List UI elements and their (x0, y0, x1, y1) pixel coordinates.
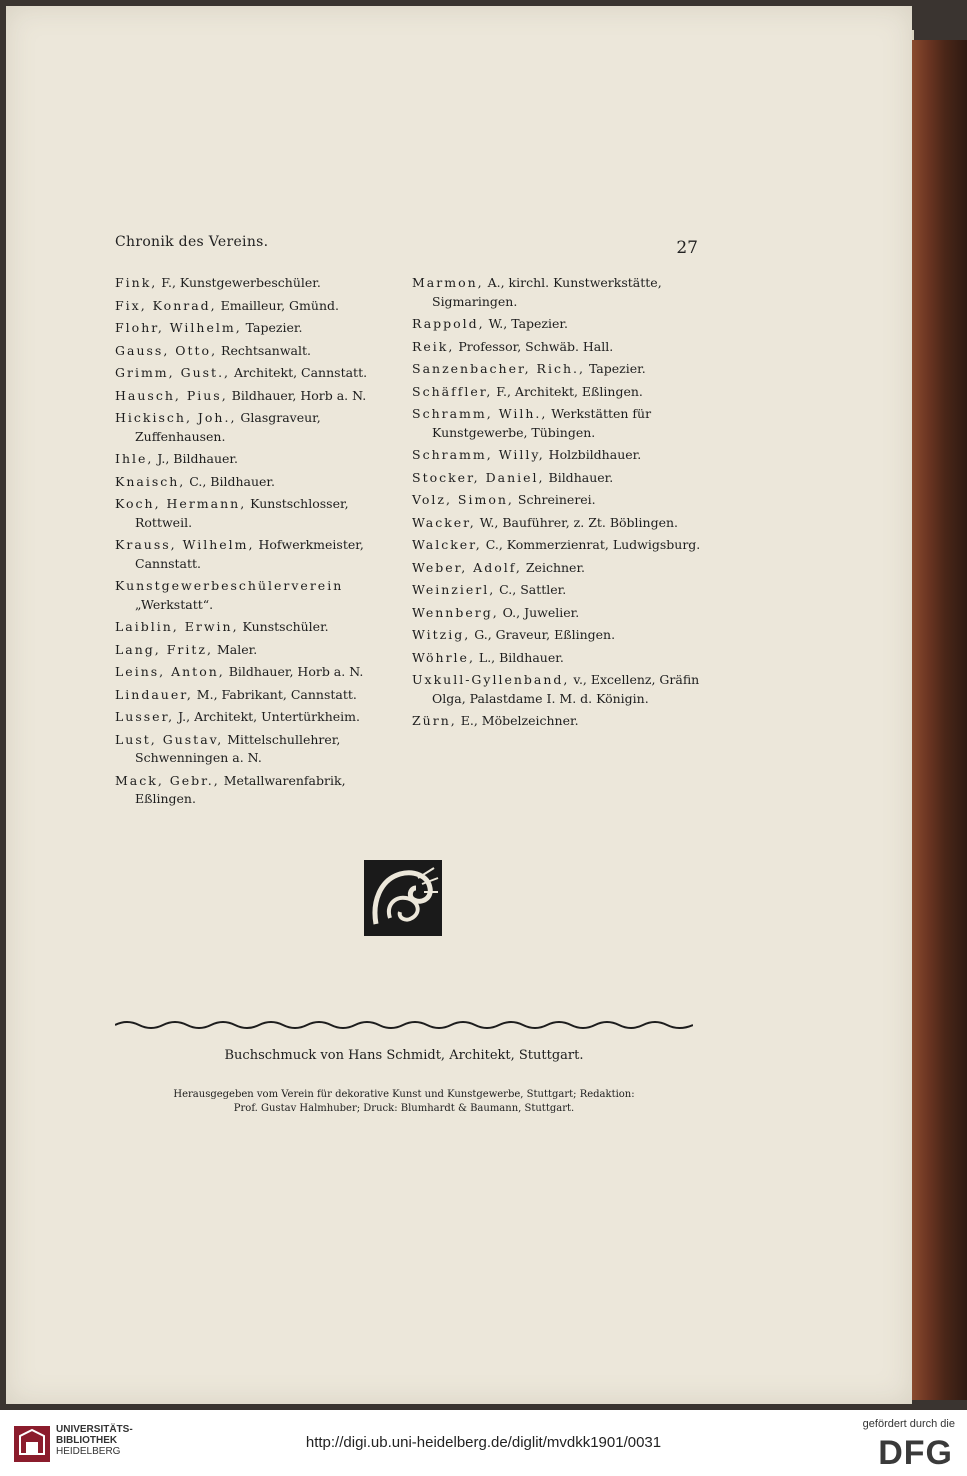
member-name: Wacker, (412, 514, 476, 530)
member-name: Wöhrle, (412, 649, 475, 665)
member-name: Weber, Adolf, (412, 559, 522, 575)
member-name: Zürn, (412, 713, 457, 728)
dfg-logo: DFG (878, 1434, 953, 1472)
member-entry (115, 618, 400, 637)
member-details: Mittelschullehrer, Schwenningen a. N. (135, 731, 341, 765)
member-entry (412, 274, 702, 311)
design-credit: Buchschmuck von Hans Schmidt, Architekt, Stuttgart. (224, 1048, 584, 1063)
imprint (115, 1088, 693, 1116)
book-spine (912, 40, 967, 1400)
member-entry (115, 641, 400, 660)
member-name: Rappold, (412, 316, 485, 331)
member-entry (115, 473, 400, 492)
member-details: „Werkstatt“. (135, 596, 214, 612)
member-entry (115, 708, 400, 727)
member-name: Laiblin, Erwin, (115, 619, 239, 634)
decorative-vignette-icon (362, 858, 444, 938)
member-name: Stocker, Daniel, (412, 469, 545, 485)
member-list-right (412, 274, 702, 735)
member-details: Emailleur, Gmünd. (216, 297, 339, 313)
member-details: J., Architekt, Untertürkheim. (174, 709, 360, 724)
member-entry (412, 315, 702, 334)
member-details: Metallwarenfabrik, Eßlingen. (135, 772, 346, 806)
member-entry (412, 604, 702, 623)
member-entry (115, 450, 400, 469)
member-entry (412, 446, 702, 465)
wavy-divider (115, 1017, 693, 1031)
member-details: Tapezier. (241, 320, 303, 335)
member-name: Leins, Anton, (115, 664, 225, 679)
member-entry (412, 712, 702, 731)
member-details: Bildhauer, Horb a. N. (224, 664, 364, 679)
member-entry (412, 360, 702, 379)
member-entry (115, 274, 400, 293)
running-title: Chronik des Vereins. (115, 234, 269, 250)
member-name: Fix, Konrad, (115, 297, 217, 313)
member-entry (115, 319, 400, 338)
member-name: Flohr, Wilhelm, (115, 320, 242, 335)
member-details: A., kirchl. Kunstwerkstätte, Sigmaringen. (432, 275, 662, 309)
member-entry (412, 649, 702, 668)
member-details: Bildhauer, Horb a. N. (227, 387, 367, 403)
member-entry (412, 671, 702, 708)
member-name: Schramm, Wilh., (412, 406, 548, 421)
source-url-link[interactable]: http://digi.ub.uni-heidelberg.de/diglit/mvdkk1901/0031 (305, 1434, 662, 1451)
library-name: UNIVERSITÄTS- BIBLIOTHEK HEIDELBERG (56, 1424, 133, 1457)
member-details: v., Excellenz, Gräfin Olga, Palastdame I. M. d. Königin. (432, 672, 700, 706)
member-details: Kunstschüler. (238, 619, 329, 634)
member-entry (412, 338, 702, 357)
member-name: Krauss, Wilhelm, (115, 537, 255, 552)
member-details: C., Bildhauer. (185, 473, 276, 489)
viewer-footer (0, 1410, 967, 1476)
page-number: 27 (676, 238, 698, 258)
member-name: Ihle, (115, 451, 154, 466)
member-entry (115, 297, 400, 316)
member-details: Schreinerei. (513, 492, 596, 507)
member-entry (412, 581, 702, 600)
member-entry (115, 342, 400, 361)
page-header (115, 232, 698, 260)
member-details: Tapezier. (584, 361, 646, 376)
member-name: Mack, Gebr., (115, 772, 220, 788)
member-name: Lust, Gustav, (115, 731, 224, 747)
member-name: Koch, Hermann, (115, 496, 247, 511)
member-details: J., Bildhauer. (153, 451, 239, 466)
member-entry (115, 364, 400, 383)
member-name: Wennberg, (412, 604, 499, 620)
member-details: W., Bauführer, z. Zt. Böblingen. (475, 514, 679, 530)
member-entry (115, 686, 400, 705)
member-entry (115, 387, 400, 406)
member-details: Maler. (212, 641, 258, 657)
member-name: Marmon, (412, 275, 484, 290)
member-details: O., Juwelier. (498, 604, 580, 620)
member-name: Sanzenbacher, Rich., (412, 361, 585, 376)
member-entry (412, 469, 702, 488)
sponsor-caption: gefördert durch die (862, 1418, 955, 1430)
member-entry (115, 731, 400, 768)
member-name: Walcker, (412, 537, 482, 552)
member-list-left (115, 274, 400, 813)
member-details: F., Kunstgewerbeschüler. (157, 275, 321, 290)
member-entry (412, 405, 702, 442)
member-details: F., Architekt, Eßlingen. (492, 383, 643, 399)
member-name: Schäffler, (412, 383, 493, 399)
member-name: Hausch, Pius, (115, 387, 228, 403)
member-name: Knaisch, (115, 473, 186, 489)
member-entry (115, 536, 400, 573)
member-entry (115, 772, 400, 809)
member-details: G., Graveur, Eßlingen. (470, 627, 616, 642)
member-entry (412, 491, 702, 510)
member-details: C., Kommerzienrat, Ludwigsburg. (481, 537, 701, 552)
member-name: Lang, Fritz, (115, 641, 213, 657)
member-details: Werkstätten für Kunstgewerbe, Tübingen. (432, 406, 652, 440)
member-entry (115, 663, 400, 682)
member-name: Volz, Simon, (412, 492, 514, 507)
member-details: Professor, Schwäb. Hall. (454, 338, 614, 354)
member-details: M., Fabrikant, Cannstatt. (192, 686, 357, 702)
member-name: Gauss, Otto, (115, 342, 218, 358)
member-name: Lusser, (115, 709, 175, 724)
member-details: Bildhauer. (544, 469, 614, 485)
member-name: Weinzierl, (412, 582, 496, 597)
member-details: L., Bildhauer. (474, 649, 564, 665)
member-details: Hofwerkmeister, Cannstatt. (135, 537, 364, 571)
member-entry (115, 495, 400, 532)
member-details: W., Tapezier. (484, 316, 568, 331)
member-details: Zeichner. (521, 559, 586, 575)
member-details: Architekt, Cannstatt. (230, 365, 368, 380)
imprint-line-1: Herausgegeben vom Verein für dekorative Kunst und Kunstgewerbe, Stuttgart; Redaktion: (173, 1089, 635, 1100)
member-details: Rechtsanwalt. (217, 342, 311, 358)
member-entry (115, 577, 400, 614)
member-details: Glasgraveur, Zuffenhausen. (135, 410, 321, 444)
member-entry (412, 514, 702, 533)
member-name: Lindauer, (115, 686, 193, 702)
member-name: Uxkull-Gyllenband, (412, 672, 570, 687)
imprint-line-2: Prof. Gustav Halmhuber; Druck: Blumhardt & Baumann, Stuttgart. (233, 1103, 575, 1114)
member-entry (412, 559, 702, 578)
member-details: E., Möbelzeichner. (456, 713, 579, 728)
member-entry (412, 626, 702, 645)
member-name: Witzig, (412, 627, 471, 642)
member-name: Hickisch, Joh., (115, 410, 237, 425)
member-name: Kunstgewerbeschülerverein (115, 578, 344, 593)
member-name: Reik, (412, 338, 455, 354)
member-details: C., Sattler. (495, 582, 567, 597)
member-name: Fink, (115, 275, 158, 290)
member-entry (412, 536, 702, 555)
member-entry (115, 409, 400, 446)
member-name: Grimm, Gust., (115, 365, 231, 380)
member-details: Kunstschlosser, Rottweil. (135, 496, 349, 530)
member-name: Schramm, Willy, (412, 447, 545, 462)
member-details: Holzbildhauer. (544, 447, 642, 462)
member-entry (412, 383, 702, 402)
